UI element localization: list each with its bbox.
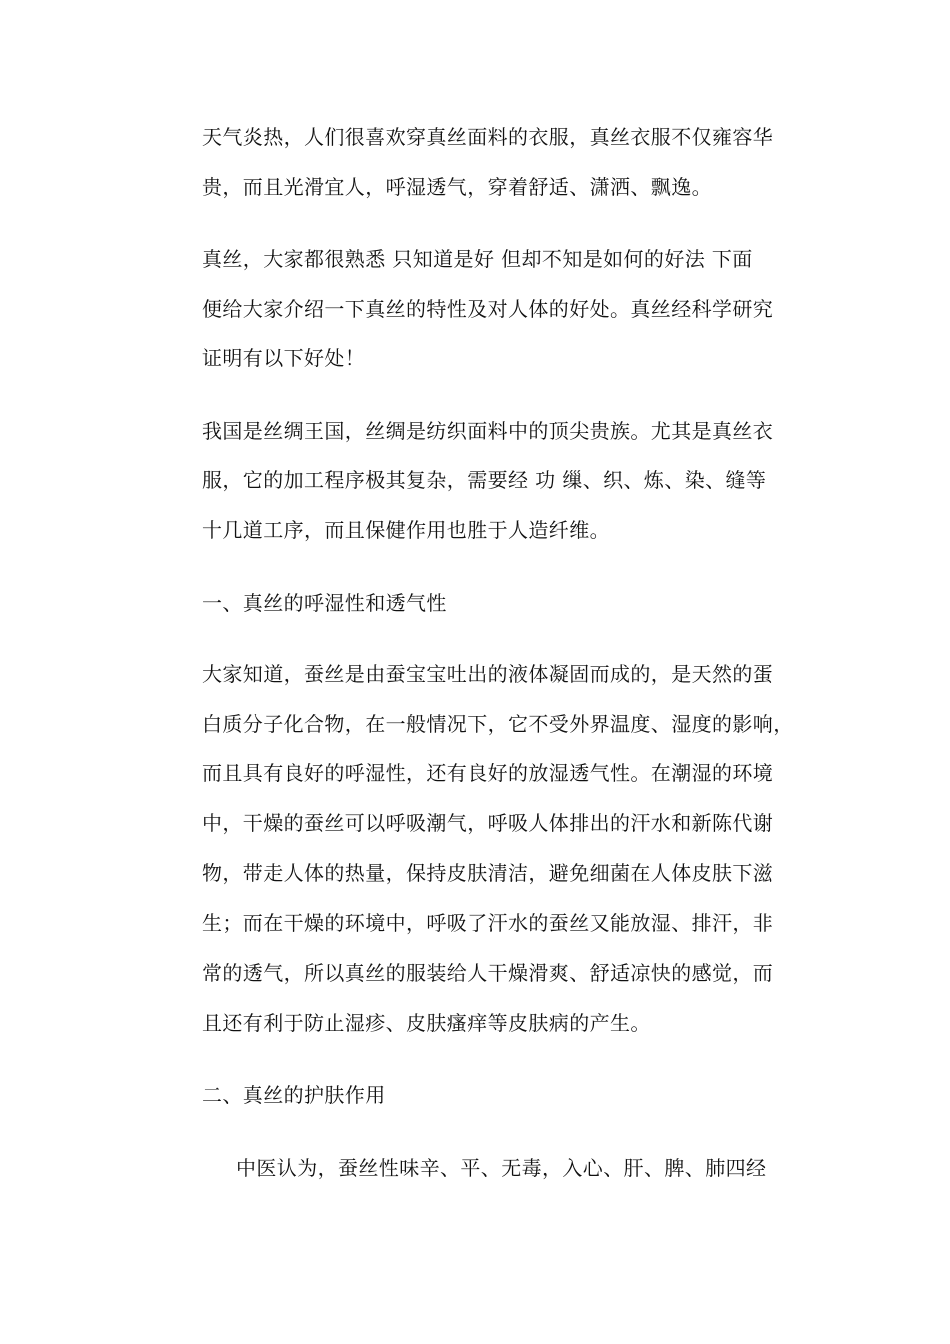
paragraph-3-line-1: 我国是丝绸王国，丝绸是纺织面料中的顶尖贵族。尤其是真丝衣 [202, 419, 774, 443]
section-heading-1: 一、真丝的呼湿性和透气性 [202, 591, 447, 615]
paragraph-4-line-6: 生；而在干燥的环境中，呼吸了汗水的蚕丝又能放湿、排汗，非 [202, 911, 774, 935]
paragraph-3-line-3: 十几道工序，而且保健作用也胜于人造纤维。 [202, 518, 610, 542]
paragraph-1-line-1: 天气炎热，人们很喜欢穿真丝面料的衣服，真丝衣服不仅雍容华 [202, 125, 774, 149]
paragraph-4-line-5: 物，带走人体的热量，保持皮肤清洁，避免细菌在人体皮肤下滋 [202, 861, 774, 885]
paragraph-4-line-1: 大家知道，蚕丝是由蚕宝宝吐出的液体凝固而成的，是天然的蛋 [202, 662, 774, 686]
paragraph-2-line-2: 便给大家介绍一下真丝的特性及对人体的好处。真丝经科学研究 [202, 297, 774, 321]
paragraph-5-line-1: 中医认为，蚕丝性味辛、平、无毒，入心、肝、脾、肺四经 [236, 1156, 767, 1180]
paragraph-4-line-4: 中，干燥的蚕丝可以呼吸潮气，呼吸人体排出的汗水和新陈代谢 [202, 811, 774, 835]
paragraph-4-line-8: 且还有利于防止湿疹、皮肤瘙痒等皮肤病的产生。 [202, 1011, 651, 1035]
section-heading-2: 二、真丝的护肤作用 [202, 1083, 386, 1107]
paragraph-3-line-2: 服，它的加工程序极其复杂，需要经 功 缫、织、炼、染、缝等 [202, 468, 767, 492]
paragraph-4-line-3: 而且具有良好的呼湿性，还有良好的放湿透气性。在潮湿的环境 [202, 761, 774, 785]
paragraph-2-line-3: 证明有以下好处！ [202, 346, 366, 370]
paragraph-4-line-2: 白质分子化合物，在一般情况下，它不受外界温度、湿度的影响， [202, 712, 794, 736]
paragraph-1-line-2: 贵，而且光滑宜人，呼湿透气，穿着舒适、潇洒、飘逸。 [202, 175, 712, 199]
paragraph-4-line-7: 常的透气，所以真丝的服装给人干燥滑爽、舒适凉快的感觉，而 [202, 961, 774, 985]
paragraph-2-line-1: 真丝，大家都很熟悉 只知道是好 但却不知是如何的好法 下面 [202, 247, 753, 271]
